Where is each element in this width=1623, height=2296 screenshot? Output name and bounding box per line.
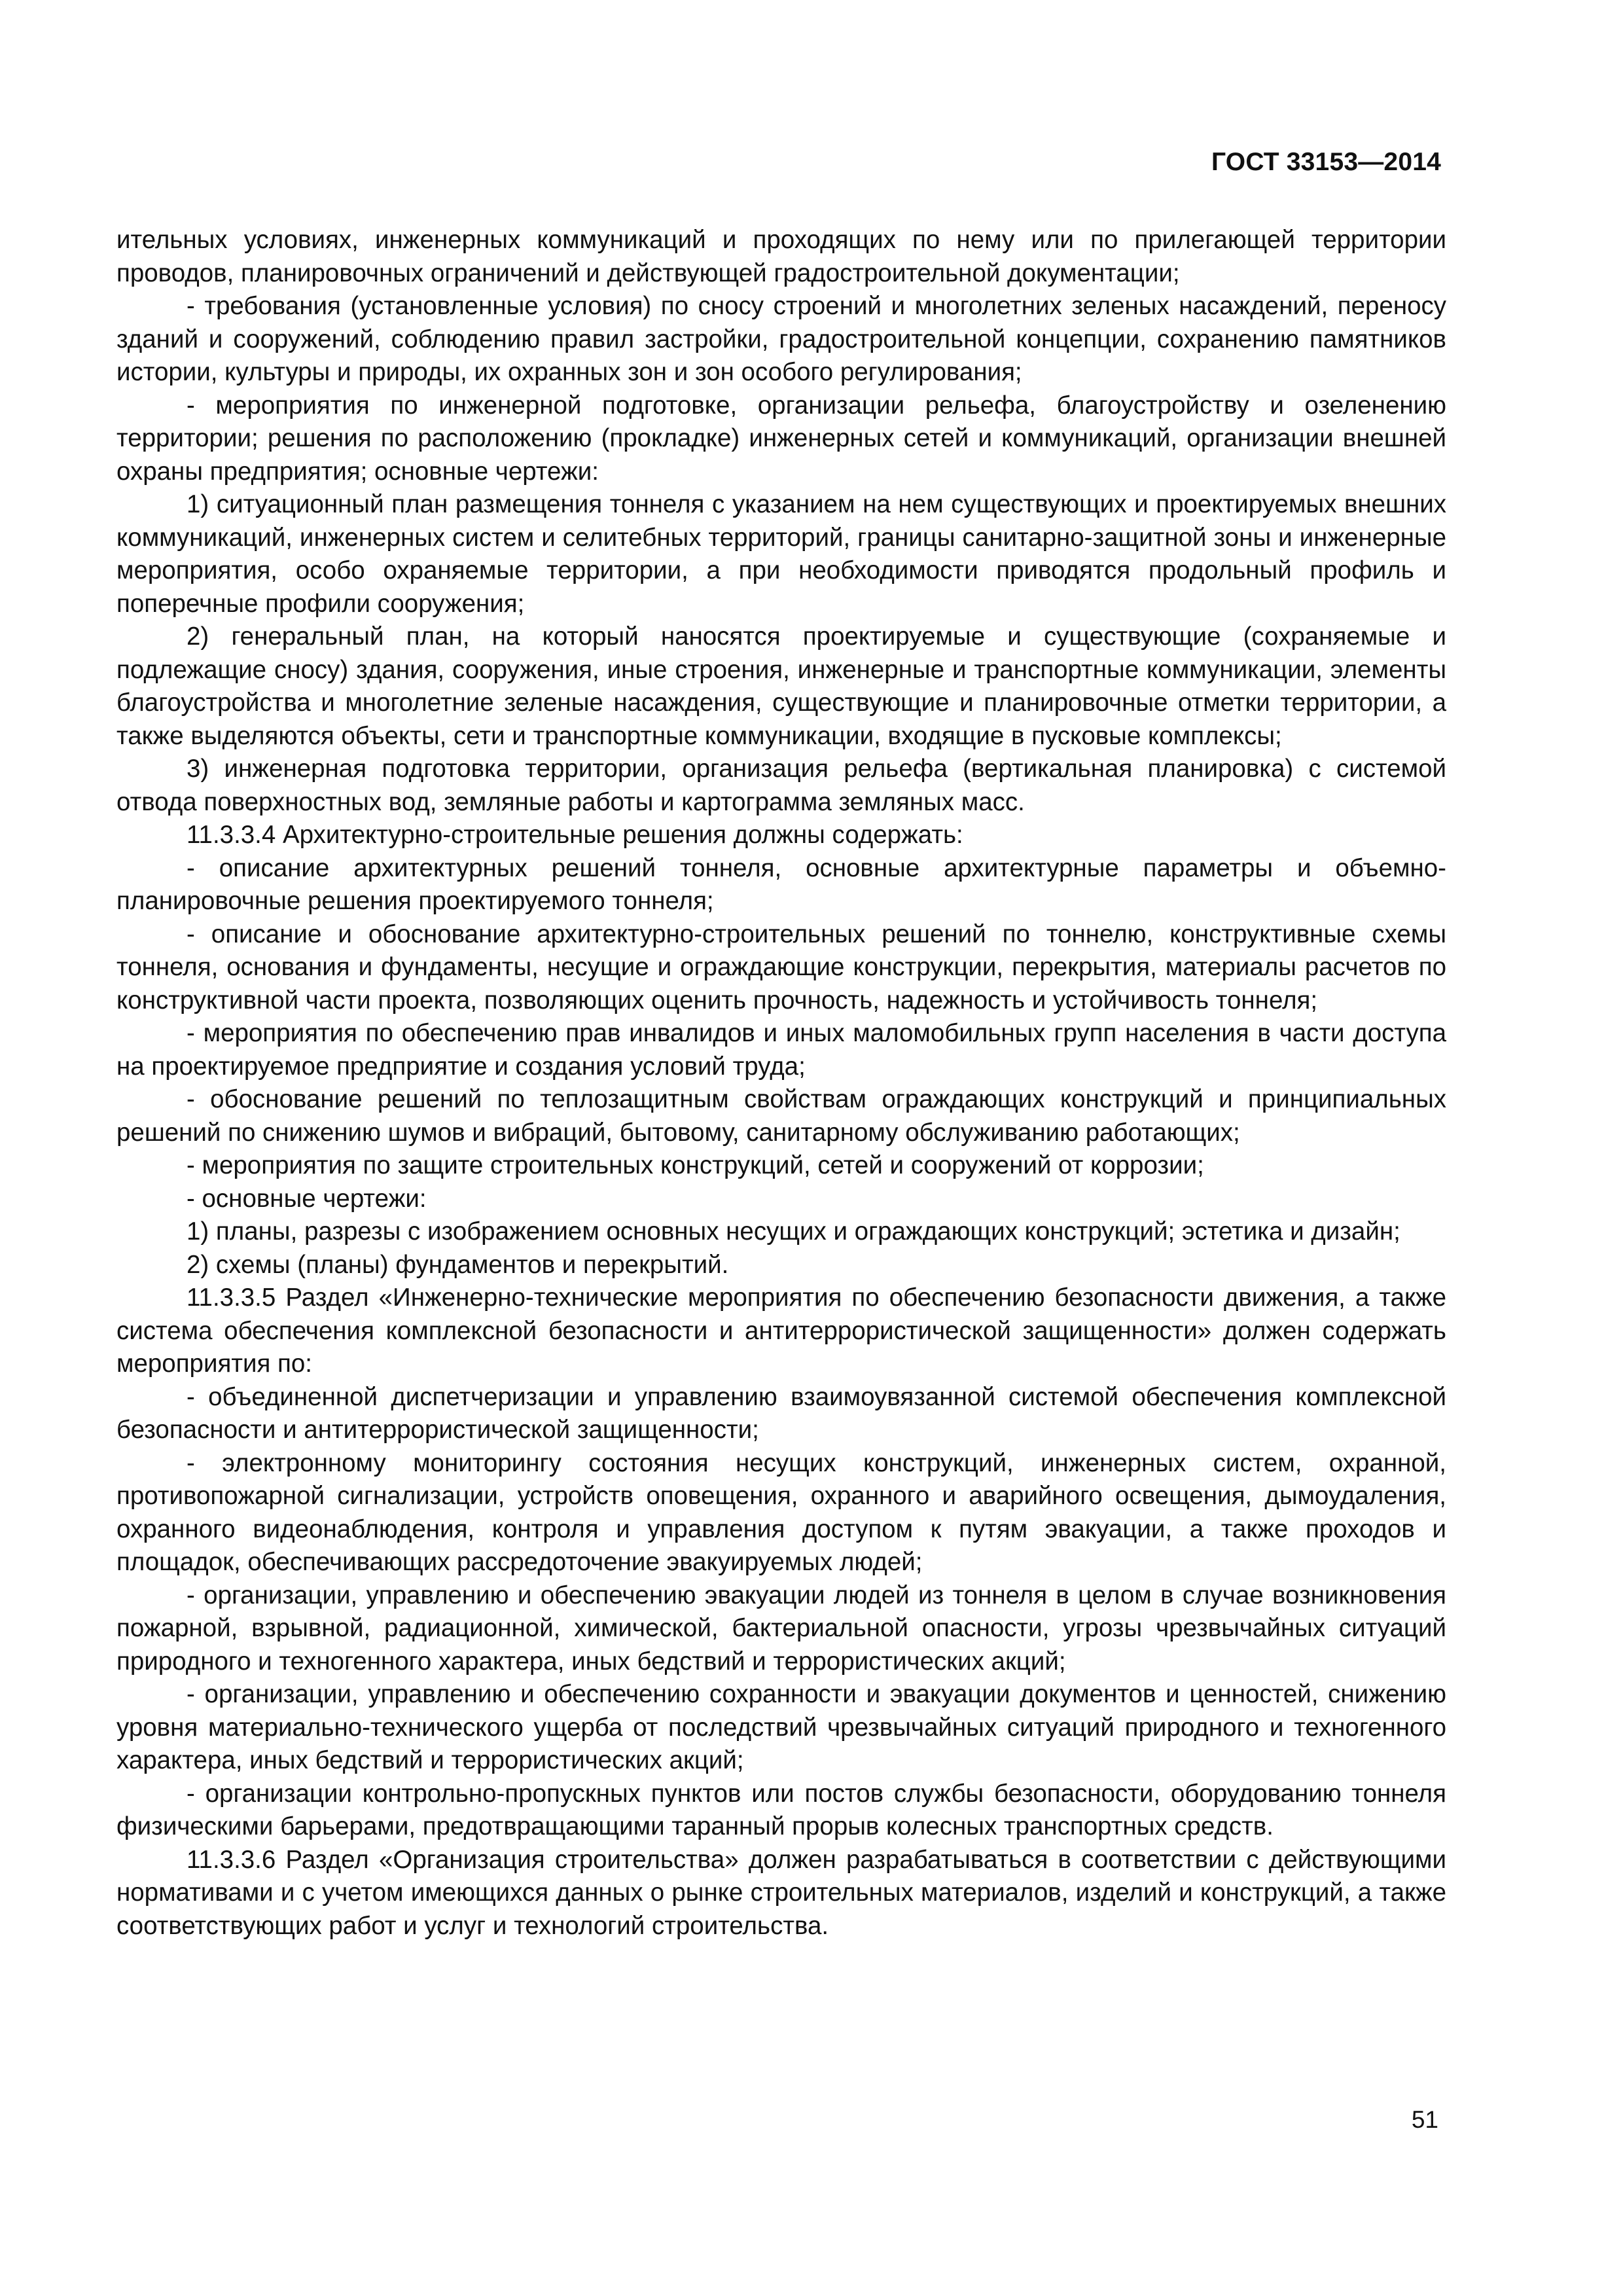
paragraph: - организации, управлению и обеспечению сохранности и эвакуации документов и ценностей, снижению уровня материально-технического ущерба от последствий чрезвычайных ситуаций природного и техногенного характера, иных бедствий и террористических акций; [116, 1680, 1446, 1774]
document-body [116, 224, 1446, 1943]
paragraph: - организации, управлению и обеспечению эвакуации людей из тоннеля в целом в случае возникновения пожарной, взрывной, радиационной, химической, бактериальной опасности, угрозы чрезвычайных ситуаций природного и техногенного характера, иных бедствий и террористических акций; [116, 1581, 1446, 1676]
paragraph: - организации контрольно-пропускных пунктов или постов службы безопасности, оборудованию тоннеля физическими барьерами, предотвращающими таранный прорыв колесных транспортных средств. [116, 1779, 1446, 1840]
paragraph: 1) планы, разрезы с изображением основных несущих и ограждающих конструкций; эстетика и дизайн; [187, 1217, 1400, 1246]
paragraph: 3) инженерная подготовка территории, организация рельефа (вертикальная планировка) с системой отвода поверхностных вод, земляные работы и картограмма земляных масс. [116, 755, 1446, 816]
paragraph: - требования (установленные условия) по сносу строений и многолетних зеленых насаждений, переносу зданий и сооружений, соблюдению правил застройки, градостроительной концепции, сохранению памятников истории, культуры и природы, их охранных зон и зон особого регулирования; [116, 292, 1446, 386]
page-number: 51 [1411, 2106, 1438, 2133]
paragraph: 1) ситуационный план размещения тоннеля с указанием на нем существующих и проектируемых внешних коммуникаций, инженерных систем и селитебных территорий, границы санитарно-защитной зоны и инженерные мероприятия, особо охраняемые территории, а при необходимости приводятся продольный профиль и поперечные профили сооружения; [116, 490, 1446, 618]
section-heading-11-3-3-6: 11.3.3.6 Раздел «Организация строительства» должен разрабатываться в соответствии с действующими нормативами и с учетом имеющихся данных о рынке строительных материалов, изделий и конструкций, а также соответствующих работ и услуг и технологий строительства. [116, 1845, 1446, 1940]
paragraph: 2) схемы (планы) фундаментов и перекрытий. [187, 1250, 729, 1279]
paragraph: - объединенной диспетчеризации и управлению взаимоувязанной системой обеспечения комплексной безопасности и антитеррористической защищенности; [116, 1382, 1446, 1444]
paragraph: - мероприятия по инженерной подготовке, организации рельефа, благоустройству и озеленению территории; решения по расположению (прокладке) инженерных сетей и коммуникаций, организации внешней охраны предприятия; основные чертежи: [116, 391, 1446, 486]
paragraph: - электронному мониторингу состояния несущих конструкций, инженерных систем, охранной, противопожарной сигнализации, устройств оповещения, охранного и аварийного освещения, дымоудаления, охранного видеонаблюдения, контроля и управления доступом к путям эвакуации, а также проходов и площадок, обеспечивающих рассредоточение эвакуируемых людей; [116, 1448, 1446, 1576]
document-header-standard-id: ГОСТ 33153—2014 [1211, 148, 1441, 176]
section-heading-11-3-3-4: 11.3.3.4 Архитектурно-строительные решения должны содержать: [187, 821, 963, 849]
paragraph: - мероприятия по защите строительных конструкций, сетей и сооружений от коррозии; [187, 1151, 1204, 1179]
paragraph: 2) генеральный план, на который наносятся проектируемые и существующие (сохраняемые и подлежащие сносу) здания, сооружения, иные строения, инженерные и транспортные коммуникации, элементы благоустройства и многолетние зеленые насаждения, существующие и планировочные отметки территории, а также выделяются объекты, сети и транспортные коммуникации, входящие в пусковые комплексы; [116, 622, 1446, 750]
paragraph: - мероприятия по обеспечению прав инвалидов и иных маломобильных групп населения в части доступа на проектируемое предприятие и создания условий труда; [116, 1019, 1446, 1081]
paragraph: - описание и обоснование архитектурно-строительных решений по тоннелю, конструктивные схемы тоннеля, основания и фундаменты, несущие и ограждающие конструкции, перекрытия, материалы расчетов по конструктивной части проекта, позволяющих оценить прочность, надежность и устойчивость тоннеля; [116, 920, 1446, 1014]
paragraph: - обоснование решений по теплозащитным свойствам ограждающих конструкций и принципиальных решений по снижению шумов и вибраций, бытовому, санитарному обслуживанию работающих; [116, 1085, 1446, 1147]
paragraph: ительных условиях, инженерных коммуникаций и проходящих по нему или по прилегающей территории проводов, планировочных ограничений и действующей градостроительной документации; [116, 226, 1446, 287]
paragraph: - описание архитектурных решений тоннеля, основные архитектурные параметры и объемно-планировочные решения проектируемого тоннеля; [116, 853, 1446, 915]
section-heading-11-3-3-5: 11.3.3.5 Раздел «Инженерно-технические мероприятия по обеспечению безопасности движения, а также система обеспечения комплексной безопасности и антитеррористической защищенности» должен содержать мероприятия по: [116, 1283, 1446, 1378]
paragraph: - основные чертежи: [187, 1184, 427, 1213]
